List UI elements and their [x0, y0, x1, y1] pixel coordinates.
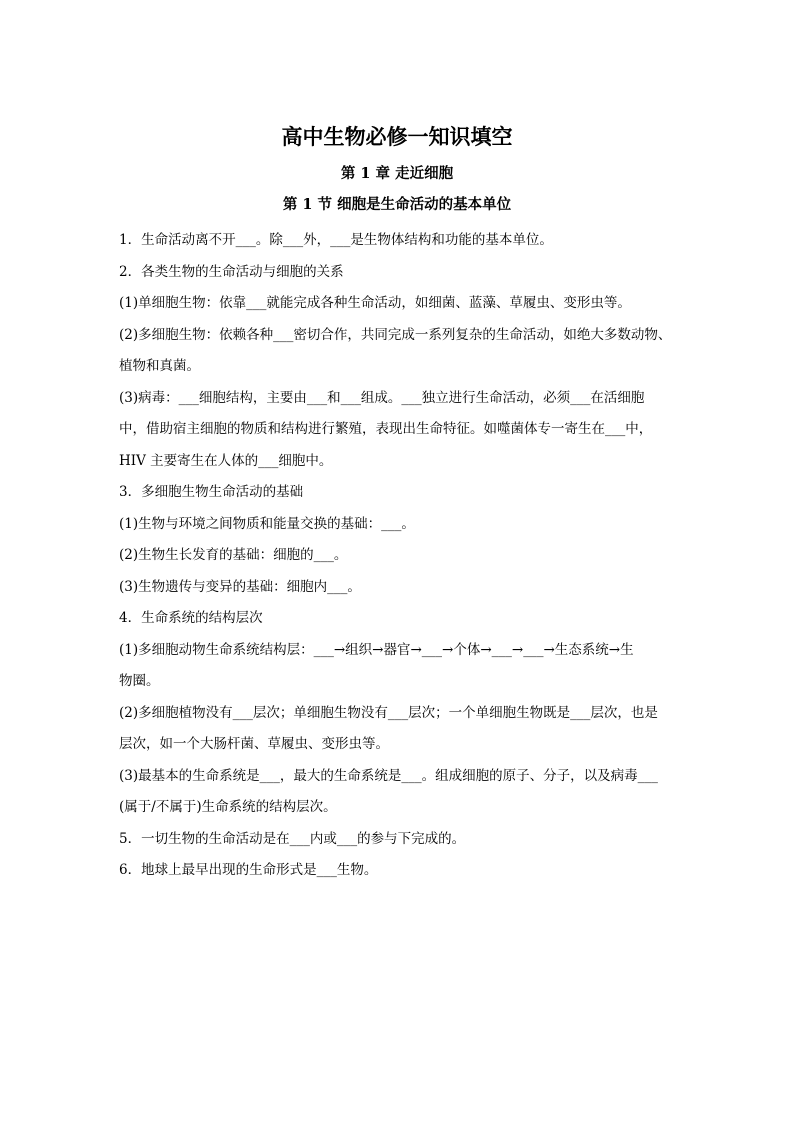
text-line: 植物和真菌。 — [119, 358, 200, 374]
text-line: (属于/不属于)生命系统的结构层次。 — [119, 799, 337, 815]
text-line: 5．一切生物的生命活动是在___内或___的参与下完成的。 — [119, 830, 466, 847]
text-line: 3．多细胞生物生命活动的基础 — [119, 484, 304, 500]
chapter-heading: 第 1 章 走近细胞 — [340, 165, 454, 182]
document-title: 高中生物必修一知识填空 — [281, 124, 513, 149]
text-line: (3)病毒：___细胞结构，主要由___和___组成。___独立进行生命活动，必须___在活细胞 — [119, 389, 645, 406]
text-line: (1)多细胞动物生命系统结构层：___→组织→器官→___→个体→___→___→生态系统→生 — [119, 641, 634, 658]
document-body — [119, 225, 685, 887]
section-heading: 第 1 节 细胞是生命活动的基本单位 — [282, 196, 512, 213]
text-line: 物圈。 — [119, 673, 160, 689]
text-line: 2．各类生物的生命活动与细胞的关系 — [119, 263, 344, 280]
text-line: (2)多细胞生物：依赖各种___密切合作，共同完成一系列复杂的生命活动，如绝大多数动物、 — [119, 326, 672, 343]
text-line: (3)最基本的生命系统是___，最大的生命系统是___。组成细胞的原子、分子，以及病毒___ — [119, 767, 658, 784]
text-line: (1)单细胞生物：依靠___就能完成各种生命活动，如细菌、蓝藻、草履虫、变形虫等。 — [119, 295, 631, 311]
text-line: (2)多细胞植物没有___层次；单细胞生物没有___层次；一个单细胞生物既是___层次，也是 — [119, 704, 658, 721]
text-line: (2)生物生长发育的基础：细胞的___。 — [119, 547, 348, 563]
text-line: HIV 主要寄生在人体的___细胞中。 — [119, 452, 333, 469]
text-line: (3)生物遗传与变异的基础：细胞内___。 — [119, 578, 361, 595]
text-line: 6．地球上最早出现的生命形式是___生物。 — [119, 862, 378, 878]
text-line: 1．生命活动离不开___。除___外，___是生物体结构和功能的基本单位。 — [119, 232, 553, 248]
text-line: 4．生命系统的结构层次 — [119, 610, 263, 626]
text-line: 中，借助宿主细胞的物质和结构进行繁殖，表现出生命特征。如噬菌体专一寄生在___中， — [119, 421, 653, 437]
text-line: (1)生物与环境之间物质和能量交换的基础：___。 — [119, 515, 415, 532]
text-line: 层次，如一个大肠杆菌、草履虫、变形虫等。 — [119, 736, 389, 752]
